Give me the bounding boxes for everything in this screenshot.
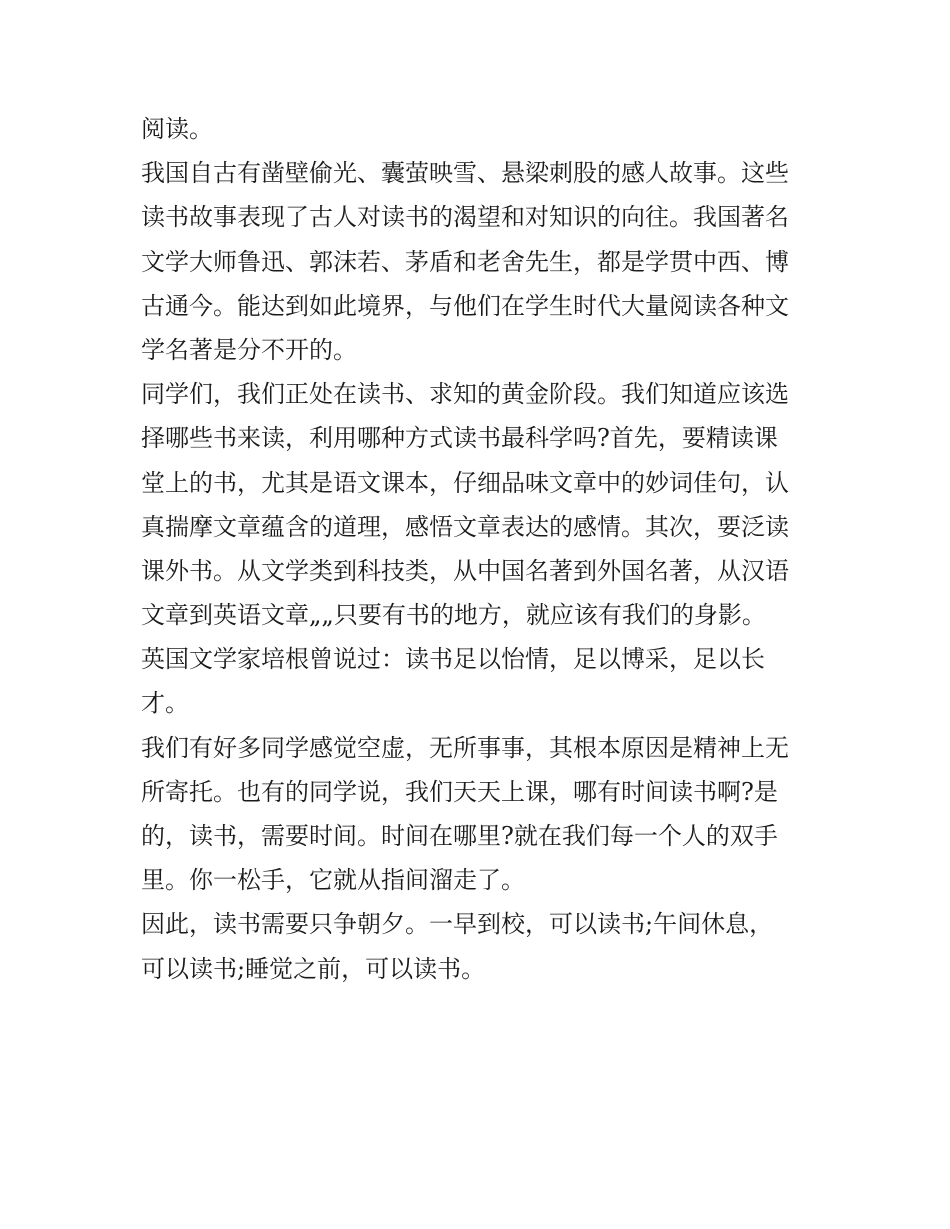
text-line: 我国自古有凿壁偷光、囊萤映雪、悬梁刺股的感人故事。这些 <box>141 159 789 188</box>
text-line: 学名著是分不开的。 <box>141 335 357 364</box>
text-line: 可以读书;睡觉之前，可以读书。 <box>141 954 486 983</box>
text-line: 读书故事表现了古人对读书的渴望和对知识的向往。我国著名 <box>141 203 789 232</box>
text-line: 英国文学家培根曾说过：读书足以怡情，足以博采，足以长 <box>141 645 765 674</box>
text-line: 古通今。能达到如此境界，与他们在学生时代大量阅读各种文 <box>141 291 789 320</box>
text-line: 阅读。 <box>141 115 213 143</box>
text-line: 真揣摩文章蕴含的道理，感悟文章表达的感情。其次，要泛读 <box>141 512 789 541</box>
text-line: 才。 <box>141 689 189 718</box>
text-line: 文学大师鲁迅、郭沫若、茅盾和老舍先生，都是学贯中西、博 <box>141 247 789 276</box>
text-line: 同学们，我们正处在读书、求知的黄金阶段。我们知道应该选 <box>141 380 789 409</box>
text-line: 里。你一松手，它就从指间溜走了。 <box>141 866 525 895</box>
text-line: 因此，读书需要只争朝夕。一早到校，可以读书;午间休息， <box>141 910 774 939</box>
text-line: 所寄托。也有的同学说，我们天天上课，哪有时间读书啊?是 <box>141 777 778 806</box>
text-line: 择哪些书来读，利用哪种方式读书最科学吗?首先，要精读课 <box>141 424 778 453</box>
text-line: 我们有好多同学感觉空虚，无所事事，其根本原因是精神上无 <box>141 733 789 762</box>
text-line: 的，读书，需要时间。时间在哪里?就在我们每一个人的双手 <box>141 822 778 850</box>
text-line: 堂上的书，尤其是语文课本，仔细品味文章中的妙词佳句，认 <box>141 468 789 497</box>
text-line: 课外书。从文学类到科技类，从中国名著到外国名著，从汉语 <box>141 556 789 585</box>
text-line: 文章到英语文章„„只要有书的地方，就应该有我们的身影。 <box>141 601 766 630</box>
body-text <box>141 107 821 991</box>
